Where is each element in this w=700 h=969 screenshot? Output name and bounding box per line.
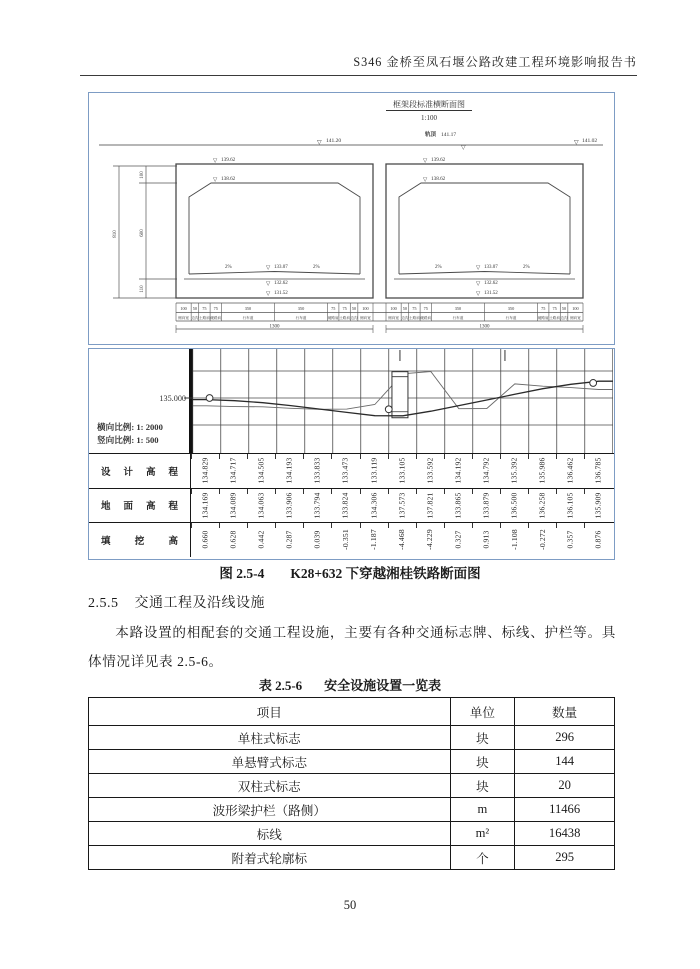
curve-marker xyxy=(590,380,597,387)
dim-number: 350 xyxy=(244,306,252,311)
elevation-cell xyxy=(444,489,472,523)
elevation-cell xyxy=(219,489,247,523)
elevation-value: 134.829 xyxy=(200,457,210,484)
dim-label: 行车道 xyxy=(505,316,517,320)
row-label-char: 计 xyxy=(123,467,133,478)
dim-number: 350 xyxy=(454,306,462,311)
elevation-row xyxy=(89,488,614,523)
elevation-value: 0.039 xyxy=(312,530,322,549)
elevation-value: 133.592 xyxy=(425,457,435,484)
dim-label: 硬路肩 xyxy=(327,316,339,320)
level-marker-icon: ▽ xyxy=(476,291,481,297)
body-paragraph: 本路设置的相配套的交通工程设施，主要有各种交通标志牌、标线、护栏等。具体情况详见表 2.5-6。 xyxy=(88,625,616,669)
elevation-cell xyxy=(556,489,584,523)
safety-facilities-table xyxy=(88,697,615,870)
elevation-cell xyxy=(472,523,500,557)
dim-label: 硬路肩 xyxy=(420,316,432,320)
elevation-cell xyxy=(444,454,472,488)
table-caption-label: 表 2.5-6 xyxy=(258,678,303,693)
elevation-value: 134.063 xyxy=(256,492,266,519)
figure-caption-text: K28+632 下穿越湘桂铁路断面图 xyxy=(290,566,481,581)
level-marker-icon: ▽ xyxy=(266,281,271,287)
quantity-cell: 11466 xyxy=(515,798,615,822)
elevation-value: 134.306 xyxy=(369,492,379,519)
item-cell: 附着式轮廓标 xyxy=(89,846,451,870)
elevation-cell xyxy=(472,454,500,488)
level-marker-icon: ▽ xyxy=(266,291,271,297)
elevation-cell xyxy=(528,454,556,488)
curve-marker xyxy=(385,406,392,413)
dim-label: 行车道 xyxy=(295,316,307,320)
elevation-cell xyxy=(247,489,275,523)
scale-horizontal-label: 横向比例: 1: 2000 xyxy=(97,422,163,432)
elev-rail-top: 141.17 xyxy=(441,132,457,138)
elevation-value: 134.792 xyxy=(481,457,491,484)
elevation-cell xyxy=(500,523,528,557)
elevation-cell xyxy=(331,454,359,488)
table-caption xyxy=(0,675,700,694)
elev-road-right: 133.07 xyxy=(484,265,498,270)
culvert-outline-left xyxy=(176,164,373,298)
elevation-cell xyxy=(416,489,444,523)
scale-vertical-label: 竖向比例: 1: 500 xyxy=(97,435,159,445)
dim-number: 350 xyxy=(507,306,515,311)
elevation-value: 133.119 xyxy=(369,457,379,484)
elevation-cell xyxy=(388,489,416,523)
elevation-cell xyxy=(500,489,528,523)
elevation-value: 0.442 xyxy=(256,530,266,549)
elev-base-left: 131.52 xyxy=(274,291,288,296)
level-marker-icon: ▽ xyxy=(476,281,481,287)
elevation-value: 135.986 xyxy=(537,457,547,484)
elevation-cell xyxy=(331,489,359,523)
column-header: 数量 xyxy=(515,698,615,726)
unit-cell: 块 xyxy=(450,750,515,774)
elevation-cell xyxy=(584,489,612,523)
quantity-cell: 20 xyxy=(515,774,615,798)
row-label-char: 高 xyxy=(168,536,178,547)
elevation-cell xyxy=(388,523,416,557)
level-marker-icon: ▽ xyxy=(317,140,322,146)
dim-value-100: 100 xyxy=(140,171,145,179)
elevation-cell xyxy=(275,454,303,488)
dim-number: 50 xyxy=(402,306,408,311)
column-header: 单位 xyxy=(450,698,515,726)
elevation-cell xyxy=(191,489,219,523)
elevation-cell xyxy=(556,523,584,557)
dim-number: 50 xyxy=(561,306,567,311)
row-cells xyxy=(191,454,614,488)
elevation-value: 133.833 xyxy=(312,457,322,484)
dim-total-number: 1300 xyxy=(479,324,490,330)
quantity-cell: 16438 xyxy=(515,822,615,846)
chart-axis-bar xyxy=(189,349,193,453)
elevation-cell xyxy=(247,523,275,557)
elevation-cell xyxy=(303,454,331,488)
elevation-value: 137.573 xyxy=(397,492,407,519)
item-cell: 单悬臂式标志 xyxy=(89,750,451,774)
elevation-value: 0.876 xyxy=(593,530,603,549)
table-row xyxy=(89,750,615,774)
cross-section-figure xyxy=(88,92,615,345)
table-row xyxy=(89,726,615,750)
dim-value-810: 810 xyxy=(113,230,118,238)
elev-road-left: 133.07 xyxy=(274,265,288,270)
figure-caption-label: 图 2.5-4 xyxy=(219,566,265,581)
elevation-value: 133.105 xyxy=(397,457,407,484)
row-cells xyxy=(191,523,614,557)
level-marker-icon: ▽ xyxy=(574,140,579,146)
elev-inner-right: 138.62 xyxy=(431,176,446,182)
row-label-char: 填 xyxy=(101,536,111,547)
elevation-value: 133.879 xyxy=(481,492,491,519)
row-label-char: 程 xyxy=(168,502,178,513)
elevation-value: 135.392 xyxy=(509,457,519,484)
elev-slab-left: 132.62 xyxy=(274,281,288,286)
elevation-value: 134.193 xyxy=(284,457,294,484)
elevation-cell xyxy=(303,489,331,523)
roadway-left xyxy=(189,272,360,275)
dim-label: 边沟 xyxy=(191,316,199,320)
elevation-cell xyxy=(219,454,247,488)
level-marker-icon: ▽ xyxy=(423,158,428,164)
elevation-value: 0.628 xyxy=(228,530,238,549)
elevation-value: 136.258 xyxy=(537,492,547,519)
row-label xyxy=(89,523,191,557)
elevation-value: -1.187 xyxy=(369,529,379,551)
roadway-right xyxy=(399,272,570,275)
row-label-char: 面 xyxy=(123,502,133,513)
elevation-cell xyxy=(472,489,500,523)
quantity-cell: 295 xyxy=(515,846,615,870)
culvert-inner-left xyxy=(189,183,360,274)
elevation-cell xyxy=(303,523,331,557)
elevation-value: 136.462 xyxy=(565,457,575,484)
section-heading xyxy=(88,592,265,612)
elevation-row xyxy=(89,453,614,488)
elevation-cell xyxy=(500,454,528,488)
dim-number: 100 xyxy=(180,306,187,311)
curve-marker xyxy=(206,395,213,402)
quantity-cell: 296 xyxy=(515,726,615,750)
elev-left: 141.20 xyxy=(326,138,342,144)
table-header-row xyxy=(89,698,615,726)
dim-number: 75 xyxy=(213,306,218,311)
slope-label: 2% xyxy=(313,265,320,270)
dim-label: 硬路肩 xyxy=(537,316,549,320)
dim-label: 侧向宽 xyxy=(388,316,399,320)
slope-label: 2% xyxy=(225,265,232,270)
item-cell: 双柱式标志 xyxy=(89,774,451,798)
unit-cell: 个 xyxy=(450,846,515,870)
level-marker-icon: ▽ xyxy=(266,265,271,271)
unit-cell: m xyxy=(450,798,515,822)
dim-label: 侧向宽 xyxy=(570,316,581,320)
elevation-cell xyxy=(528,489,556,523)
elevation-value: 134.089 xyxy=(228,492,238,519)
level-marker-icon: ▽ xyxy=(423,177,428,183)
elevation-value: 0.357 xyxy=(565,530,575,549)
elevation-cell xyxy=(247,454,275,488)
rail-top-label: 轨顶 xyxy=(425,132,437,138)
elevation-cell xyxy=(444,523,472,557)
elevation-cell xyxy=(584,523,612,557)
elevation-value: 133.824 xyxy=(341,492,351,519)
elevation-value: 0.327 xyxy=(453,530,463,549)
slope-label: 2% xyxy=(435,265,442,270)
dim-label: 硬路肩 xyxy=(210,316,222,320)
dim-label: 土路肩 xyxy=(409,316,420,320)
dim-number: 75 xyxy=(423,306,428,311)
elevation-cell xyxy=(191,454,219,488)
dim-label: 边沟 xyxy=(560,316,568,320)
dim-label: 侧向宽 xyxy=(178,316,189,320)
header-title: S346 金桥至凤石堰公路改建工程环境影响报告书 xyxy=(353,55,637,69)
elev-right: 141.02 xyxy=(582,138,598,144)
dim-value-110: 110 xyxy=(140,285,145,293)
profile-plot xyxy=(193,350,613,418)
culvert-inner-right xyxy=(399,183,570,274)
elev-slab-right: 132.62 xyxy=(484,281,498,286)
elevation-value: -0.272 xyxy=(537,529,547,551)
quantity-cell: 144 xyxy=(515,750,615,774)
elev-top-left: 139.62 xyxy=(221,157,236,163)
table-row xyxy=(89,798,615,822)
elevation-value: 0.287 xyxy=(284,530,294,549)
drawing-scale: 1:100 xyxy=(421,114,437,122)
item-cell: 标线 xyxy=(89,822,451,846)
elevation-value: 133.473 xyxy=(341,457,351,484)
dim-number: 75 xyxy=(202,306,207,311)
header-rule xyxy=(80,75,637,76)
elevation-cell xyxy=(360,489,388,523)
profile-chart xyxy=(89,349,613,453)
dim-label: 土路肩 xyxy=(199,316,210,320)
elevation-cell xyxy=(584,454,612,488)
elevation-value: 133.794 xyxy=(312,492,322,519)
elev-base-right: 131.52 xyxy=(484,291,498,296)
dim-number: 100 xyxy=(362,306,369,311)
axis-value: 135.000 xyxy=(159,394,186,403)
elevation-value: 134.505 xyxy=(256,457,266,484)
level-marker-icon: ▽ xyxy=(476,265,481,271)
row-label-char: 程 xyxy=(168,467,178,478)
drawing-title: 框架段标准横断面图 xyxy=(393,100,465,109)
elevation-cell xyxy=(360,454,388,488)
item-cell: 波形梁护栏（路侧） xyxy=(89,798,451,822)
dim-number: 50 xyxy=(192,306,198,311)
table-caption-text: 安全设施设置一览表 xyxy=(324,678,442,693)
elevation-value: -1.108 xyxy=(509,529,519,551)
table-row xyxy=(89,822,615,846)
dim-strip xyxy=(176,303,583,333)
row-label-char: 挖 xyxy=(134,536,145,547)
dim-number: 75 xyxy=(331,306,336,311)
row-label xyxy=(89,489,191,523)
dim-label: 边沟 xyxy=(401,316,409,320)
dim-number: 75 xyxy=(342,306,347,311)
elevation-cell xyxy=(416,454,444,488)
unit-cell: m² xyxy=(450,822,515,846)
elevation-value: 133.865 xyxy=(453,492,463,519)
elevation-value: 136.785 xyxy=(593,457,603,484)
elev-top-right: 139.62 xyxy=(431,157,446,163)
dim-total-number: 1300 xyxy=(269,324,280,330)
elev-inner-left: 138.62 xyxy=(221,176,236,182)
elevation-value: 134.192 xyxy=(453,457,463,484)
elevation-value: 134.169 xyxy=(200,492,210,519)
dim-number: 350 xyxy=(297,306,305,311)
table-row xyxy=(89,774,615,798)
elevation-cell xyxy=(416,523,444,557)
elevation-value: 0.913 xyxy=(481,530,491,549)
elevation-cell xyxy=(275,489,303,523)
unit-cell: 块 xyxy=(450,726,515,750)
elevation-value: 135.909 xyxy=(593,492,603,519)
dim-label: 土路肩 xyxy=(549,316,560,320)
row-label-char: 高 xyxy=(145,467,156,478)
elevation-row xyxy=(89,522,614,557)
row-label-char: 地 xyxy=(101,502,111,513)
dim-number: 75 xyxy=(412,306,417,311)
dim-label: 土路肩 xyxy=(339,316,350,320)
railway-structure xyxy=(392,372,408,418)
dim-number: 75 xyxy=(541,306,546,311)
unit-cell: 块 xyxy=(450,774,515,798)
elevation-cell xyxy=(331,523,359,557)
dim-label: 侧向宽 xyxy=(360,316,371,320)
cross-section-drawing xyxy=(89,93,613,343)
page-number: 50 xyxy=(343,898,357,912)
section-title: 交通工程及沿线设施 xyxy=(134,596,265,611)
item-cell: 单柱式标志 xyxy=(89,726,451,750)
dim-value-600: 600 xyxy=(140,229,145,237)
figure-caption xyxy=(0,562,700,582)
elevation-value: 0.660 xyxy=(200,530,210,549)
elevation-cell xyxy=(556,454,584,488)
level-marker-icon: ▽ xyxy=(213,177,218,183)
elevation-table xyxy=(89,453,614,557)
level-marker-icon: ▽ xyxy=(461,145,466,151)
dim-number: 100 xyxy=(572,306,579,311)
elevation-cell xyxy=(388,454,416,488)
row-label xyxy=(89,454,191,488)
dim-label: 行车道 xyxy=(452,316,464,320)
dim-number: 100 xyxy=(390,306,397,311)
elevation-cell xyxy=(219,523,247,557)
table-row xyxy=(89,846,615,870)
level-marker-icon: ▽ xyxy=(213,158,218,164)
elevation-value: 136.500 xyxy=(509,492,519,519)
dim-number: 75 xyxy=(552,306,557,311)
elevation-cell xyxy=(275,523,303,557)
row-label-char: 设 xyxy=(101,467,111,478)
profile-figure xyxy=(88,348,615,560)
section-number: 2.5.5 xyxy=(88,596,119,611)
elevation-cell xyxy=(528,523,556,557)
column-header: 项目 xyxy=(89,698,451,726)
slope-label: 2% xyxy=(523,265,530,270)
dim-label: 边沟 xyxy=(350,316,358,320)
elevation-value: 137.821 xyxy=(425,492,435,519)
row-label-char: 高 xyxy=(145,502,156,513)
elevation-cell xyxy=(191,523,219,557)
dim-number: 50 xyxy=(351,306,357,311)
dim-label: 行车道 xyxy=(242,316,254,320)
elevation-value: 134.717 xyxy=(228,457,238,484)
elevation-value: -4.468 xyxy=(397,529,407,551)
elevation-value: -4.229 xyxy=(425,529,435,551)
elevation-value: 133.906 xyxy=(284,492,294,519)
elevation-value: -0.351 xyxy=(341,529,351,551)
elevation-value: 136.105 xyxy=(565,492,575,519)
row-cells xyxy=(191,489,614,523)
culvert-outline-right xyxy=(386,164,583,298)
elevation-cell xyxy=(360,523,388,557)
